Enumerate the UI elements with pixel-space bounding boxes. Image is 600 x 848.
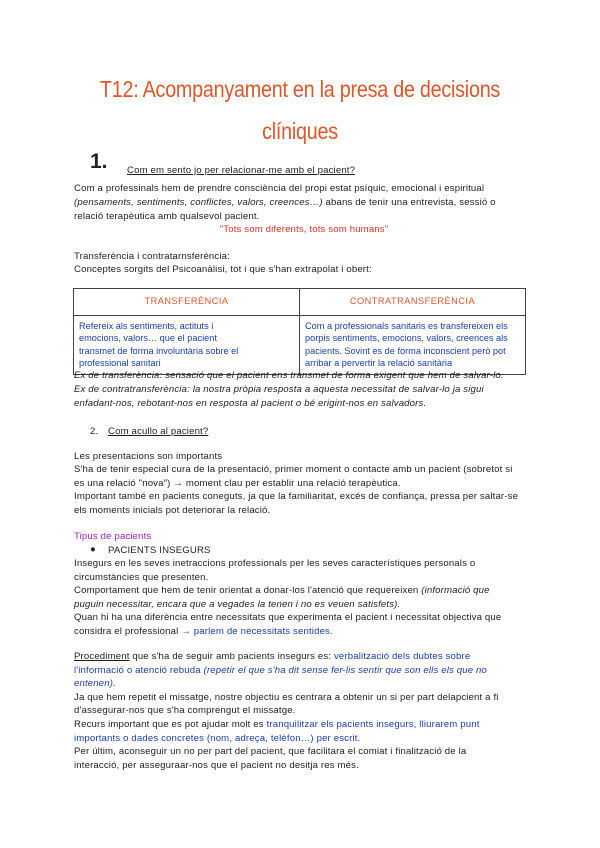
section1-heading: Com em sento jo per relacionar-me amb el pacient? <box>127 165 356 176</box>
felt-needs-highlight: → parlem de necessitats sentides. <box>181 626 333 637</box>
resource-blue: tranquilitzar els pacients insegurs, lliurarem punt <box>266 719 480 730</box>
example-countertransference-line1: Ex de contratransferència: la nostra pròpia resposta a aquesta necessitat de salvar-lo ja sigui <box>74 384 484 395</box>
countertransference-line3: pacients. Sovint es de forma inconscient però pot <box>305 345 506 356</box>
countertransference-line2: porpis sentiments, emocions, valors, creences als <box>305 333 508 344</box>
procedure-plain: que s'ha de seguir amb pacients insegurs es: <box>129 651 334 662</box>
section2-p2-line2: els moments inicials pot deteriorar la relació. <box>74 505 271 516</box>
insecure-p3-plain: considra el professional <box>74 626 182 637</box>
section2-number: 2. <box>90 426 99 437</box>
bullet-icon: ● <box>90 544 96 555</box>
resource-line2: importants o dades concretes (nom, adreça, telèfon…) per escrit. <box>74 733 361 744</box>
table-header-countertransference: CONTRATRANSFERÈNCIA <box>300 289 526 316</box>
section1-paragraph-line1: Com a professinals hem de prendre consciència del propi estat psíquic, emocional i espiritual <box>74 183 485 194</box>
procedure-blue: verbalització dels dubtes sobre <box>333 651 471 662</box>
insecure-p3-line2 <box>74 625 534 638</box>
transference-line3: transmet de forma involuntària sobre el <box>79 345 239 356</box>
countertransference-line1: Com a professionals sanitaris es transfereixen els <box>305 321 508 332</box>
example-transference: Ex de transferència: sensació que el pacient ens transmet de forma exigent que hem de salvar-lo. <box>74 370 504 381</box>
insecure-p3-line1: Quan hi ha una diferència entre necessitats que experimenta el pacient i necessitat objectiva que <box>74 612 502 623</box>
section2-subheading: Les presentacions son importants <box>74 451 223 462</box>
countertransference-line4: arribar a pervertir la relació sanitària <box>305 357 453 368</box>
section1-paragraph-italic: (pensaments, sentiments, conflictes, valors, creences…) <box>74 197 323 208</box>
patient-types-heading: Tipus de pacients <box>74 531 152 542</box>
procedure-line1 <box>74 650 544 663</box>
transference-table <box>73 288 526 375</box>
procedure-label: Procediment <box>74 651 130 662</box>
table-cell-countertransference <box>300 316 526 375</box>
example-countertransference-line2: enfadant-nos, rebotant-nos en resposta al pacient o bé erigint-nos en salvadors. <box>74 398 427 409</box>
section2-p1-line2: es una relació "nova") → moment clau per establir una relació terapèutica. <box>74 478 401 489</box>
page-title-line1: T12: Acompanyament en la presa de decisions <box>99 76 501 102</box>
confirm-p-line2: d'assegurar-nos que s'ha comprengut el missatge. <box>74 705 296 716</box>
procedure-line2 <box>74 664 544 677</box>
insecure-p2-italic: (informació que <box>421 585 490 596</box>
resource-line1 <box>74 718 544 731</box>
section2-p2-line1: Important també en pacients coneguts, ja que la familiaritat, excés de confiança, pressa per saltar-se <box>74 491 519 502</box>
confirm-p-line1: Ja que hem repetit el missatge, nostre objectiu es centrara a obtenir un si per part delapcient a fi <box>74 692 499 703</box>
section1-paragraph-line3: relació terapèutica amb qualsevol pacient. <box>74 211 260 222</box>
transference-line4: professional sanitari <box>79 357 161 368</box>
section1-number: 1. <box>90 150 108 173</box>
resource-plain: Recurs important que es pot ajudar molt es <box>74 719 267 730</box>
transference-heading: Transferència i contratarnsferència: <box>74 251 230 262</box>
section1-paragraph-rest: abans de tenir una entrevista, sessió o <box>322 197 496 208</box>
transference-line1: Refereix als sentiments, actituts i <box>79 321 214 332</box>
procedure-line2-blue: l'informació o atenció rebuda <box>74 665 204 676</box>
table-header-transference: TRANSFERÈNCIA <box>74 289 300 316</box>
closing-line2: interacció, per asseguraar-nos que el pacient no desitja res més. <box>74 760 359 771</box>
transference-line2: emocions, valors… que el pacient <box>79 333 217 344</box>
section2-p1-line1: S'ha de tenir especial cura de la presentació, primer moment o contacte amb un pacient (sobretot si <box>74 464 513 475</box>
page-title-line2: clíniques <box>262 118 338 144</box>
section1-paragraph-line2 <box>74 196 534 209</box>
closing-line1: Per últim, aconseguir un no per part del pacient, que facilitara el comiat i finalització de la <box>74 746 467 757</box>
procedure-line3: entenen). <box>74 678 116 689</box>
insecure-p1-line1: Insegurs en les seves inetraccions professionals per les seves característiques personals o <box>74 558 476 569</box>
insecure-p1-line2: circumstàncies que presenten. <box>74 572 209 583</box>
quote: "Tots som diferents, tots som humans" <box>219 224 389 235</box>
insecure-p2-line2: puguin necessitar, encara que a vegades la tenen i no es veuen satisfets). <box>74 599 401 610</box>
table-cell-transference <box>74 316 300 375</box>
insecure-p2-plain: Comportament que hem de tenir orientat a donar-los l'atenció que requereixen <box>74 585 422 596</box>
procedure-line2-italic: (repetir el que s'ha dit sense fer-lis sentir que son ells els que no <box>203 665 487 676</box>
insecure-p2-line1 <box>74 584 544 597</box>
insecure-patients-label: PACIENTS INSEGURS <box>108 545 211 556</box>
transference-intro: Conceptes sorgits del Psicoanàlisi, tot i que s'han extrapolat i obert: <box>74 264 372 275</box>
section2-heading: Com acullo al pacient? <box>108 426 209 437</box>
